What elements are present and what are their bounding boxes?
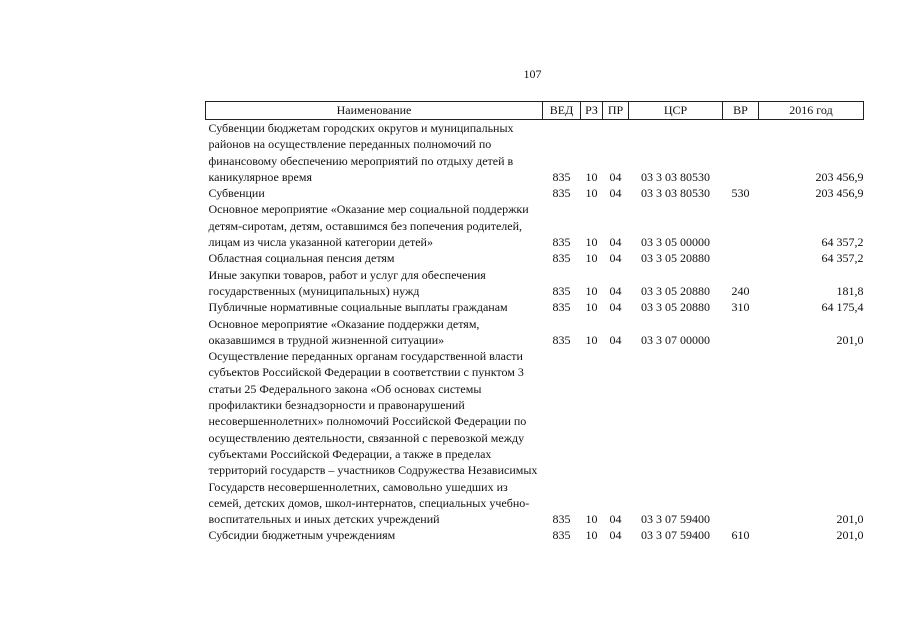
row-csr: 03 3 03 80530 [641, 186, 710, 201]
row-amount: 201,0 [836, 528, 864, 543]
row-name: Основное мероприятие «Оказание мер социальной поддержки детям-сиротам, детям, оставшимся без попечения родителей, лицам из числа указанной категории детей» [208, 202, 529, 250]
row-ved: 835 [552, 528, 571, 543]
header-name: Наименование [206, 102, 543, 120]
row-amount: 201,0 [836, 512, 864, 527]
table-row [206, 120, 864, 186]
table-row [206, 250, 864, 266]
row-pr: 04 [609, 283, 622, 298]
row-ved: 835 [552, 186, 571, 201]
row-rz: 10 [585, 283, 598, 298]
row-name: Публичные нормативные социальные выплаты гражданам [208, 300, 508, 315]
row-ved: 835 [552, 235, 571, 250]
row-amount: 64 357,2 [821, 251, 864, 266]
row-csr: 03 3 05 20880 [641, 283, 710, 298]
row-csr: 03 3 03 80530 [641, 169, 710, 184]
row-name: Осуществление переданных органам государственной власти субъектов Российской Федерации в соответствии с пунктом 3 статьи 25 Федерального закона «Об основах системы профилактики безнадзорности и правонарушений несовершеннолетних» полномочий Российской Федерации по осуществлению деятельности, связанной с перевозкой между субъектами Российской Федерации, а также в пределах территорий государств – участников Содружества Независимых Государств несовершеннолетних, самовольно ушедших из семей, детских домов, школ-интернатов, специальных учебно-воспитательных и иных детских учреждений [208, 349, 538, 527]
row-name: Субвенции [208, 186, 265, 201]
row-pr: 04 [609, 169, 622, 184]
table-row [206, 348, 864, 527]
row-rz: 10 [585, 169, 598, 184]
row-csr: 03 3 05 00000 [641, 235, 710, 250]
row-rz: 10 [585, 528, 598, 543]
row-vr [723, 120, 759, 186]
row-vr [723, 316, 759, 349]
row-rz: 10 [585, 300, 598, 315]
row-pr: 04 [609, 235, 622, 250]
row-name: Иные закупки товаров, работ и услуг для обеспечения государственных (муниципальных) нужд [208, 267, 486, 298]
row-amount: 64 357,2 [821, 235, 864, 250]
row-ved: 835 [552, 169, 571, 184]
row-amount: 181,8 [836, 283, 864, 298]
row-ved: 835 [552, 300, 571, 315]
row-pr: 04 [609, 251, 622, 266]
row-vr: 310 [731, 300, 750, 315]
row-amount: 201,0 [836, 332, 864, 347]
row-vr [723, 201, 759, 250]
row-vr [723, 348, 759, 527]
table-row [206, 316, 864, 349]
row-rz: 10 [585, 251, 598, 266]
table-row [206, 185, 864, 201]
header-year: 2016 год [759, 102, 864, 120]
row-ved: 835 [552, 332, 571, 347]
header-csr: ЦСР [629, 102, 723, 120]
row-name: Областная социальная пенсия детям [208, 251, 395, 266]
row-csr: 03 3 07 00000 [641, 332, 710, 347]
header-vr: ВР [723, 102, 759, 120]
row-pr: 04 [609, 186, 622, 201]
row-csr: 03 3 07 59400 [641, 512, 710, 527]
row-rz: 10 [585, 235, 598, 250]
row-vr: 530 [731, 186, 750, 201]
row-name: Субвенции бюджетам городских округов и муниципальных районов на осуществление переданных полномочий по финансовому обеспечению мероприятий по отдыху детей в каникулярное время [208, 121, 514, 184]
row-name: Основное мероприятие «Оказание поддержки детям, оказавшимся в трудной жизненной ситуации» [208, 316, 480, 347]
row-pr: 04 [609, 300, 622, 315]
row-amount: 203 456,9 [815, 186, 864, 201]
table-row [206, 527, 864, 543]
row-pr: 04 [609, 528, 622, 543]
table-header-row [206, 102, 864, 120]
row-pr: 04 [609, 332, 622, 347]
table-row [206, 267, 864, 300]
row-pr: 04 [609, 512, 622, 527]
row-csr: 03 3 05 20880 [641, 251, 710, 266]
row-vr: 240 [731, 283, 750, 298]
header-pr: ПР [603, 102, 629, 120]
row-vr [723, 250, 759, 266]
page-number: 107 [523, 67, 542, 81]
row-csr: 03 3 05 20880 [641, 300, 710, 315]
table-row [206, 201, 864, 250]
budget-table [205, 101, 864, 544]
row-ved: 835 [552, 251, 571, 266]
row-csr: 03 3 07 59400 [641, 528, 710, 543]
row-rz: 10 [585, 332, 598, 347]
row-rz: 10 [585, 186, 598, 201]
row-rz: 10 [585, 512, 598, 527]
row-amount: 203 456,9 [815, 169, 864, 184]
header-rz: РЗ [581, 102, 603, 120]
row-name: Субсидии бюджетным учреждениям [208, 528, 396, 543]
row-ved: 835 [552, 283, 571, 298]
header-ved: ВЕД [543, 102, 581, 120]
row-ved: 835 [552, 512, 571, 527]
row-amount: 64 175,4 [821, 300, 864, 315]
row-vr: 610 [731, 528, 750, 543]
table-row [206, 299, 864, 315]
